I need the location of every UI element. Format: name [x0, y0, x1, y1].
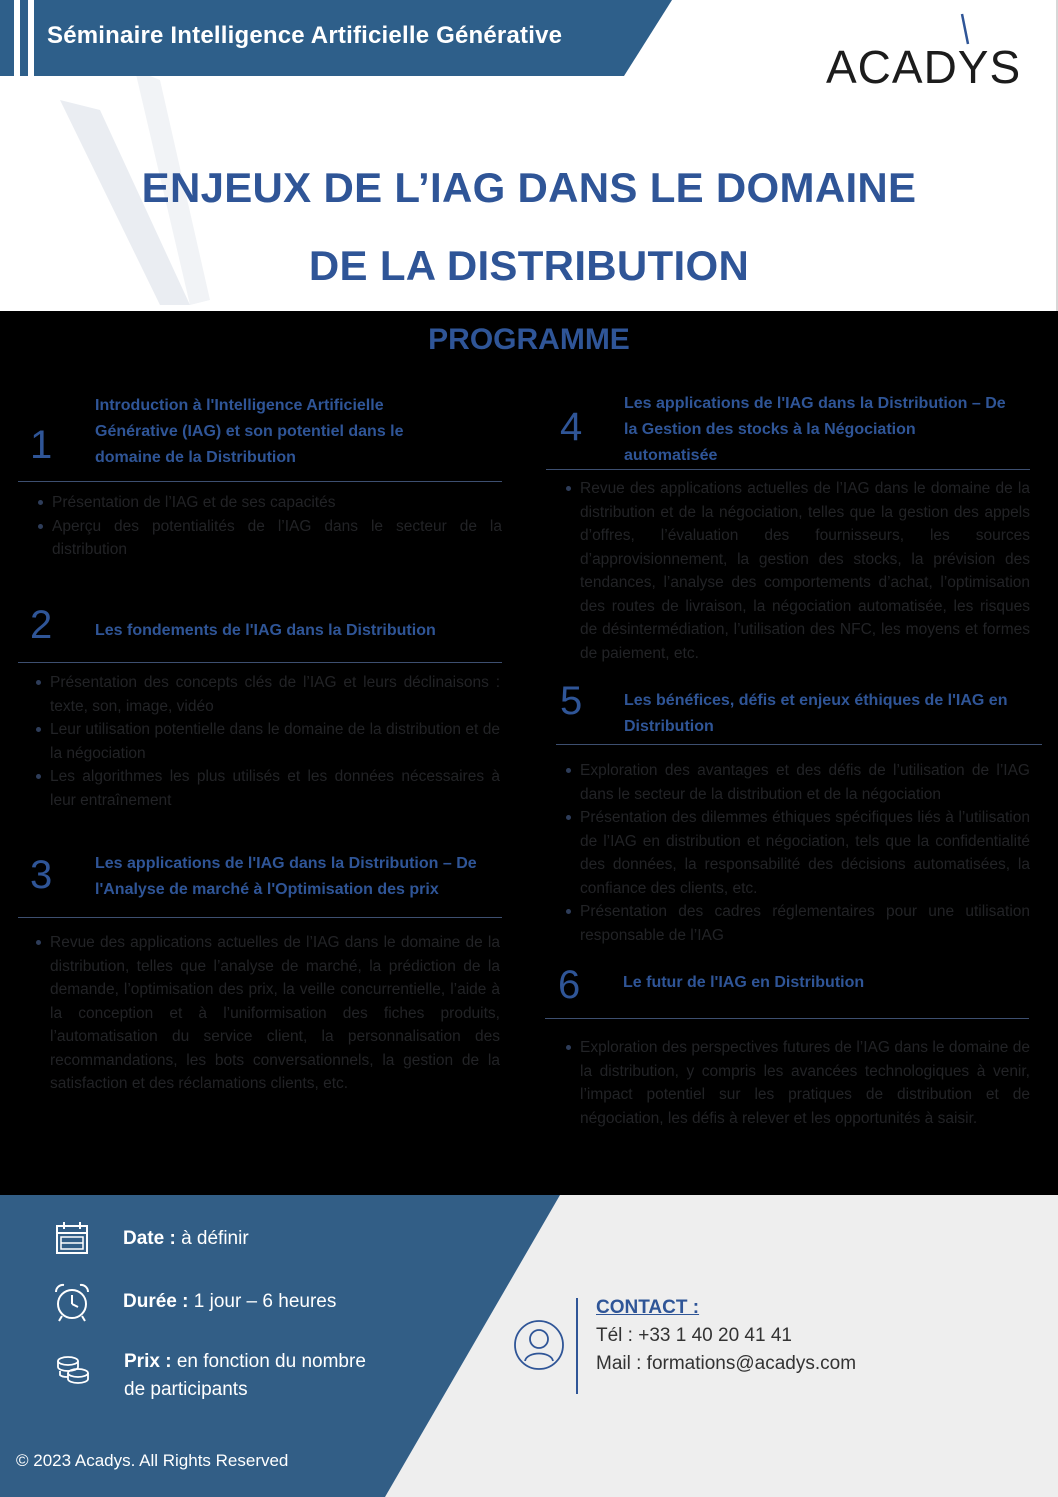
module-divider — [18, 662, 502, 663]
module-divider — [546, 469, 1030, 470]
module-items — [20, 931, 500, 1096]
acadys-logo — [822, 10, 1022, 93]
contact-divider — [576, 1298, 578, 1394]
user-contact-icon — [513, 1319, 565, 1371]
list-item: Présentation des dilemmes éthiques spécifiques liés à l’utilisation de l’IAG en distribution et négociation, tels que la confidentialité des données, la responsabilité des décisions automatisées, la confiance des clients, etc. — [550, 806, 1030, 900]
module-title: Les applications de l'IAG dans la Distribution – De l'Analyse de marché à l'Optimisation des prix — [95, 855, 477, 898]
logo-text: ACADYS — [826, 41, 1022, 93]
top-area — [0, 0, 1058, 311]
module-divider — [18, 481, 502, 482]
header-title: Séminaire Intelligence Artificielle Générative — [47, 22, 563, 49]
footer — [0, 1195, 1058, 1497]
module-number: 3 — [30, 853, 53, 897]
list-item: Exploration des avantages et des défis de l’utilisation de l’IAG dans le secteur de la distribution et de la négociation — [550, 759, 1030, 806]
list-item: Leur utilisation potentielle dans le domaine de la distribution et de la négociation — [20, 718, 500, 765]
module-divider — [18, 917, 502, 918]
duration-info: Durée : 1 jour – 6 heures — [123, 1291, 337, 1312]
price-info: Prix : en fonction du nombre de participants — [124, 1351, 366, 1400]
list-item: Revue des applications actuelles de l’IAG dans le domaine de la distribution, telles que l’analyse de marché, la prédiction de la demande, l’optimisation des prix, la veille concurrentielle, l’aide à la conception et à l’uniformisation des fiches produits, l’automatisation du service client, la personnalisation des recommandations, les bots conversationnels, la gestion de la satisfaction et des réclamations clients, etc. — [20, 931, 500, 1096]
programme-heading: PROGRAMME — [428, 323, 630, 356]
module-items — [22, 491, 502, 562]
calendar-icon — [50, 1217, 94, 1261]
alarm-clock-icon — [50, 1280, 94, 1324]
module-number: 6 — [558, 963, 581, 1007]
list-item: Présentation des concepts clés de l’IAG et leurs déclinaisons : texte, son, image, vidéo — [20, 671, 500, 718]
module-items — [550, 1036, 1030, 1130]
module-items — [550, 477, 1030, 665]
list-item: Présentation des cadres réglementaires pour une utilisation responsable de l’IAG — [550, 900, 1030, 947]
list-item: Présentation de l’IAG et de ses capacités — [22, 491, 502, 515]
date-info: Date : à définir — [123, 1228, 249, 1249]
module-title: Les applications de l'IAG dans la Distribution – De la Gestion des stocks à la Négociation automatisée — [624, 395, 1006, 464]
module-items — [550, 759, 1030, 947]
module-divider — [556, 744, 1042, 745]
module-number: 1 — [30, 423, 53, 467]
contact-phone[interactable]: Tél : +33 1 40 20 41 41 — [596, 1325, 792, 1346]
module-items — [20, 671, 500, 812]
copyright: © 2023 Acadys. All Rights Reserved — [16, 1451, 289, 1470]
coins-icon — [52, 1347, 96, 1391]
list-item: Aperçu des potentialités de l’IAG dans le secteur de la distribution — [22, 515, 502, 562]
module-number: 5 — [560, 679, 583, 723]
contact-mail[interactable]: Mail : formations@acadys.com — [596, 1353, 857, 1374]
contact-title: CONTACT : — [596, 1297, 700, 1318]
list-item: Exploration des perspectives futures de l’IAG dans le domaine de la distribution, y compris les avancées technologiques à venir, l’impact potentiel sur les pratiques de distribution et de négociation, les défis à relever et les opportunités à saisir. — [550, 1036, 1030, 1130]
list-item: Revue des applications actuelles de l’IAG dans le domaine de la distribution et de la négociation, telles que la gestion des appels d’offres, l’évaluation des fournisseurs, les sources d’approvisionnement, la gestion des stocks, la prévision des tendances, l’analyse des comportements d’achat, l’optimisation des routes de livraison, la négociation automatisée, les risques de désintermédiation, l’utilisation des NFC, les moyens et formes de paiement, etc. — [550, 477, 1030, 665]
main-title-line-1: ENJEUX DE L’IAG DANS LE DOMAINE — [141, 164, 917, 211]
module-number: 4 — [560, 405, 583, 449]
module-title: Les bénéfices, défis et enjeux éthiques de l'IAG en Distribution — [624, 692, 1008, 735]
module-number: 2 — [30, 603, 53, 647]
module-title: Le futur de l'IAG en Distribution — [623, 974, 865, 991]
list-item: Les algorithmes les plus utilisés et les données nécessaires à leur entraînement — [20, 765, 500, 812]
module-divider — [545, 1018, 1029, 1019]
main-title-line-2: DE LA DISTRIBUTION — [308, 242, 750, 289]
module-title: Les fondements de l'IAG dans la Distribution — [95, 622, 436, 639]
module-title: Introduction à l'Intelligence Artificielle Générative (IAG) et son potentiel dans le domaine de la Distribution — [95, 397, 404, 466]
programme-section — [0, 311, 1058, 1195]
